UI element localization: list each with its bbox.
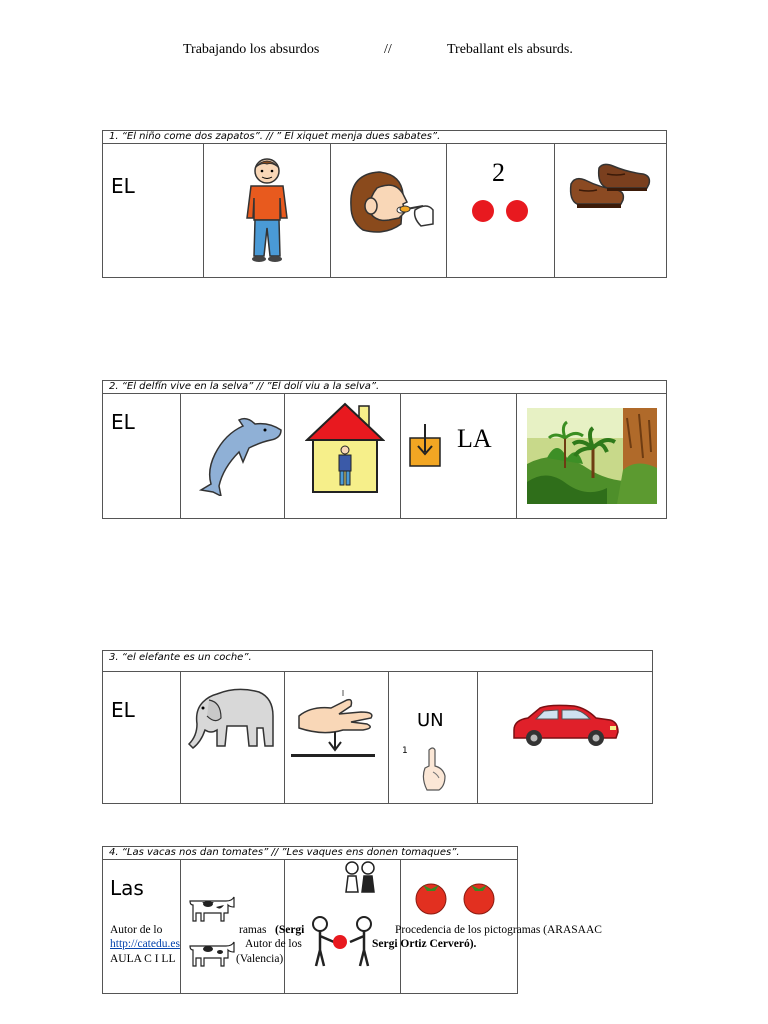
credit-line-1c: (Sergi [275, 924, 305, 936]
exercise-2-table [102, 380, 667, 519]
exercise-1-caption: 1. “El niño come dos zapatos”. // ” El xiquet menja dues sabates”. [103, 131, 666, 144]
title-spanish: Trabajando los absurdos [183, 42, 320, 57]
tomatoes-icon [415, 878, 501, 916]
exercise-4-cows-cell [181, 860, 285, 993]
finger-number: 1 [402, 746, 408, 756]
one-finger-icon [419, 746, 449, 792]
exercise-2-dolphin-cell [181, 394, 285, 518]
exercise-2-in-cell [401, 394, 517, 518]
exercise-2-word-cell [103, 394, 181, 518]
eating-icon [341, 166, 441, 246]
exercise-3-caption: 3. “el elefante es un coche”. [103, 651, 652, 672]
dolphin-icon [189, 412, 285, 496]
give-icon [308, 916, 376, 968]
exercise-3-table [102, 650, 653, 804]
credit-line-3b: (Valencia) [236, 953, 284, 965]
exercise-2-house-cell [285, 394, 401, 518]
house-icon [305, 400, 385, 496]
exercise-3-word-cell [103, 672, 181, 803]
exercise-2-caption: 2. “El delfín vive en la selva” // ”El dolí viu a la selva”. [103, 381, 666, 394]
in-preposition-icon [408, 424, 444, 470]
credit-line-2c: Sergi Ortiz Cerveró). [372, 938, 477, 950]
exercise-4-caption: 4. “Las vacas nos dan tomates” // ”Les vaques ens donen tomaques”. [103, 847, 517, 860]
exercise-1-table [102, 130, 667, 278]
cow-icon [188, 893, 236, 923]
jungle-icon [527, 408, 657, 504]
exercise-3-article: UN [417, 710, 444, 731]
title-separator: // [384, 42, 392, 57]
shoes-icon [567, 160, 653, 220]
number-two: 2 [492, 158, 505, 187]
credit-line-1b: ramas [239, 924, 267, 936]
credit-line-1d: Procedencia de los pictogramas (ARASAAC [395, 924, 602, 936]
exercise-1-shoes-cell [555, 144, 666, 277]
exercise-1-two-cell [447, 144, 555, 277]
exercise-3-a-cell [389, 672, 478, 803]
exercise-2-article: LA [457, 424, 492, 453]
cow-icon-2 [188, 938, 236, 968]
credit-line-1a: Autor de lo [110, 924, 163, 936]
exercise-1-word-cell [103, 144, 204, 277]
car-icon [510, 702, 620, 748]
exercise-3-elephant-cell [181, 672, 285, 803]
exercise-1-word: EL [111, 174, 135, 198]
credit-line-2b: Autor de los [245, 938, 302, 950]
exercise-3-is-cell [285, 672, 389, 803]
title-catalan: Treballant els absurds. [447, 42, 573, 57]
exercise-3-word: EL [111, 698, 135, 722]
exercise-2-jungle-cell [517, 394, 666, 518]
two-dots-icon [469, 196, 531, 226]
boy-icon [237, 156, 297, 264]
exercise-1-boy-cell [204, 144, 331, 277]
elephant-icon [187, 686, 277, 756]
credit-line-3a: AULA C I LL [110, 953, 176, 965]
exercise-3-car-cell [478, 672, 652, 803]
credit-link[interactable]: http://catedu.es [110, 938, 180, 950]
exercise-2-word: EL [111, 410, 135, 434]
exercise-4-word: Las [110, 876, 144, 900]
is-verb-icon [291, 686, 381, 762]
exercise-1-eat-cell [331, 144, 447, 277]
people-icon [342, 860, 378, 894]
